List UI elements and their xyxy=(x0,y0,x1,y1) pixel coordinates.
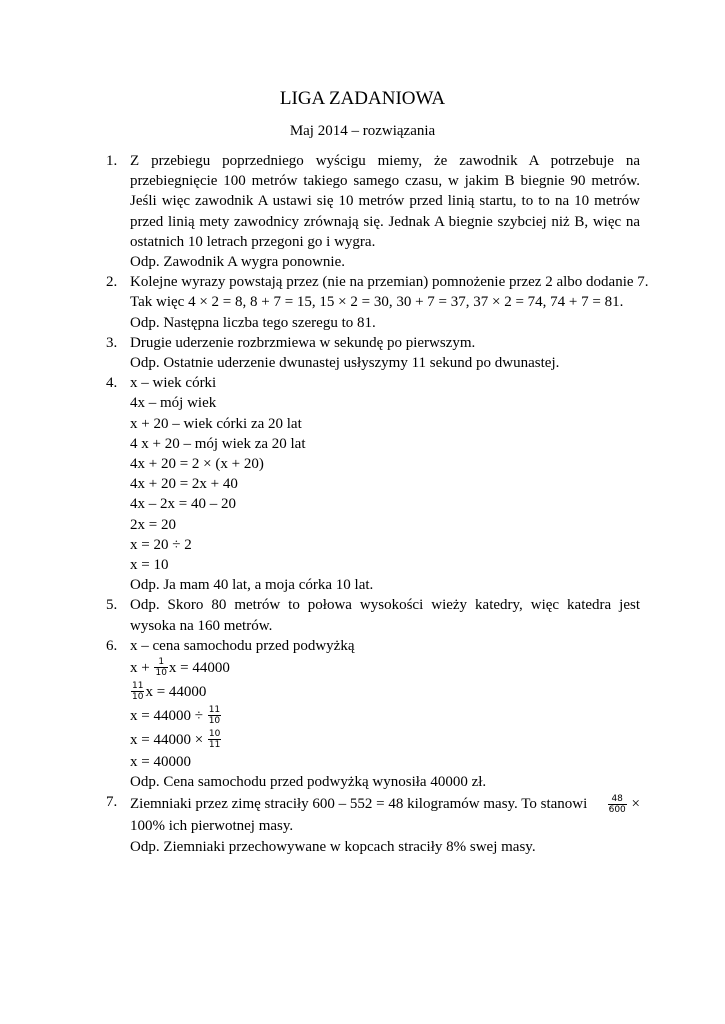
item-number: 2. xyxy=(106,274,118,291)
equation-text: x + xyxy=(130,660,154,677)
item-number: 7. xyxy=(106,794,118,811)
fraction xyxy=(608,794,627,815)
item-answer: Odp. Ostatnie uderzenie dwunastej usłyszymy 11 sekund po dwunastej. xyxy=(130,355,560,372)
equation-line xyxy=(130,728,640,752)
equation-line: 4x – mój wiek xyxy=(130,395,217,412)
equation-text: x = 44000 xyxy=(168,660,230,677)
equation-line: 4x + 20 = 2x + 40 xyxy=(130,476,238,493)
equation-line xyxy=(130,704,640,728)
list-item xyxy=(106,272,649,333)
fraction xyxy=(208,705,221,726)
equation-line: 2x = 20 xyxy=(130,516,176,533)
item-line: Kolejne wyrazy powstają przez (nie na przemian) pomnożenie przez 2 albo dodanie 7. xyxy=(130,274,649,291)
item-text: × xyxy=(631,796,640,813)
item-number: 1. xyxy=(106,153,118,169)
list-item xyxy=(106,333,640,373)
fraction-denominator: 11 xyxy=(208,740,221,751)
list-item xyxy=(106,636,640,793)
item-answer: Odp. Ja mam 40 lat, a moja córka 10 lat. xyxy=(130,577,374,594)
fraction-denominator: 10 xyxy=(155,668,167,679)
equation-line: x – wiek córki xyxy=(130,375,217,392)
fraction xyxy=(131,681,144,702)
fraction-numerator: 10 xyxy=(208,729,221,740)
list-item xyxy=(106,373,640,595)
item-number: 6. xyxy=(106,637,118,654)
item-number: 5. xyxy=(106,597,118,614)
equation-line: x = 40000 xyxy=(130,754,191,771)
equation-line: x = 20 ÷ 2 xyxy=(130,536,192,553)
equation-line: x – cena samochodu przed podwyżką xyxy=(130,637,355,654)
page-subtitle: Maj 2014 – rozwiązania xyxy=(289,123,436,139)
fraction-denominator: 10 xyxy=(132,692,144,703)
list-item xyxy=(106,792,640,856)
page-title: LIGA ZADANIOWA xyxy=(279,88,446,109)
item-number: 3. xyxy=(106,334,118,351)
item-answer: Odp. Następna liczba tego szeregu to 81. xyxy=(130,314,376,331)
fraction-numerator: 1 xyxy=(154,657,167,668)
item-line: Tak więc 4 × 2 = 8, 8 + 7 = 15, 15 × 2 = 30, 30 + 7 = 37, 37 × 2 = 74, 74 + 7 = 81. xyxy=(130,294,624,311)
equation-line xyxy=(130,680,640,704)
item-line: 100% ich pierwotnej masy. xyxy=(130,818,294,835)
item-answer: Odp. Zawodnik A wygra ponownie. xyxy=(130,254,345,271)
item-text: Ziemniaki przez zimę straciły 600 – 552 = 48 kilogramów masy. To stanowi xyxy=(130,796,588,813)
item-answer: Odp. Ziemniaki przechowywane w kopcach straciły 8% swej masy. xyxy=(130,838,536,855)
item-answer: Odp. Cena samochodu przed podwyżką wynosiła 40000 zł. xyxy=(130,774,487,791)
equation-line: x + 20 – wiek córki za 20 lat xyxy=(130,415,302,432)
fraction-denominator: 600 xyxy=(608,804,626,815)
equation-line: x = 10 xyxy=(130,557,169,574)
fraction-group xyxy=(607,792,640,816)
fraction xyxy=(154,657,167,678)
item-paragraph: Odp. Skoro 80 metrów to połowa wysokości wieży katedry, więc katedra jest wysoka na 160 metrów. xyxy=(130,597,640,634)
item-line: Drugie uderzenie rozbrzmiewa w sekundę po pierwszym. xyxy=(130,334,476,351)
equation-line: 4x + 20 = 2 × (x + 20) xyxy=(130,456,264,473)
equation-line: 4 x + 20 – mój wiek za 20 lat xyxy=(130,435,306,452)
item-number: 4. xyxy=(106,375,118,392)
equation-line: 4x – 2x = 40 – 20 xyxy=(130,496,236,513)
list-item xyxy=(106,595,640,635)
list-item xyxy=(106,151,640,272)
fraction xyxy=(208,729,221,750)
fraction-denominator: 10 xyxy=(208,716,221,727)
equation-line xyxy=(130,656,640,680)
fraction-numerator: 48 xyxy=(608,794,627,805)
equation-text: x = 44000 xyxy=(145,684,207,701)
item-line xyxy=(130,792,640,816)
solutions-list xyxy=(106,151,649,857)
equation-text: x = 44000 × xyxy=(130,732,207,749)
fraction-numerator: 11 xyxy=(208,705,221,716)
fraction-numerator: 11 xyxy=(132,681,144,692)
equation-text: x = 44000 ÷ xyxy=(130,708,207,725)
item-paragraph: Z przebiegu poprzedniego wyścigu miemy, że zawodnik A potrzebuje na przebiegnięcie 100 metrów takiego samego czasu, w jakim B biegnie 90 metrów. Jeśli więc zawodnik A ustawi się 10 metrów przed linią startu, to to na 10 metrów przed linią mety zawodnicy zrównają się. Jednak A biegnie szybciej niż B, więc na ostatnich 10 letrach przegoni go i wygra. xyxy=(130,153,640,250)
